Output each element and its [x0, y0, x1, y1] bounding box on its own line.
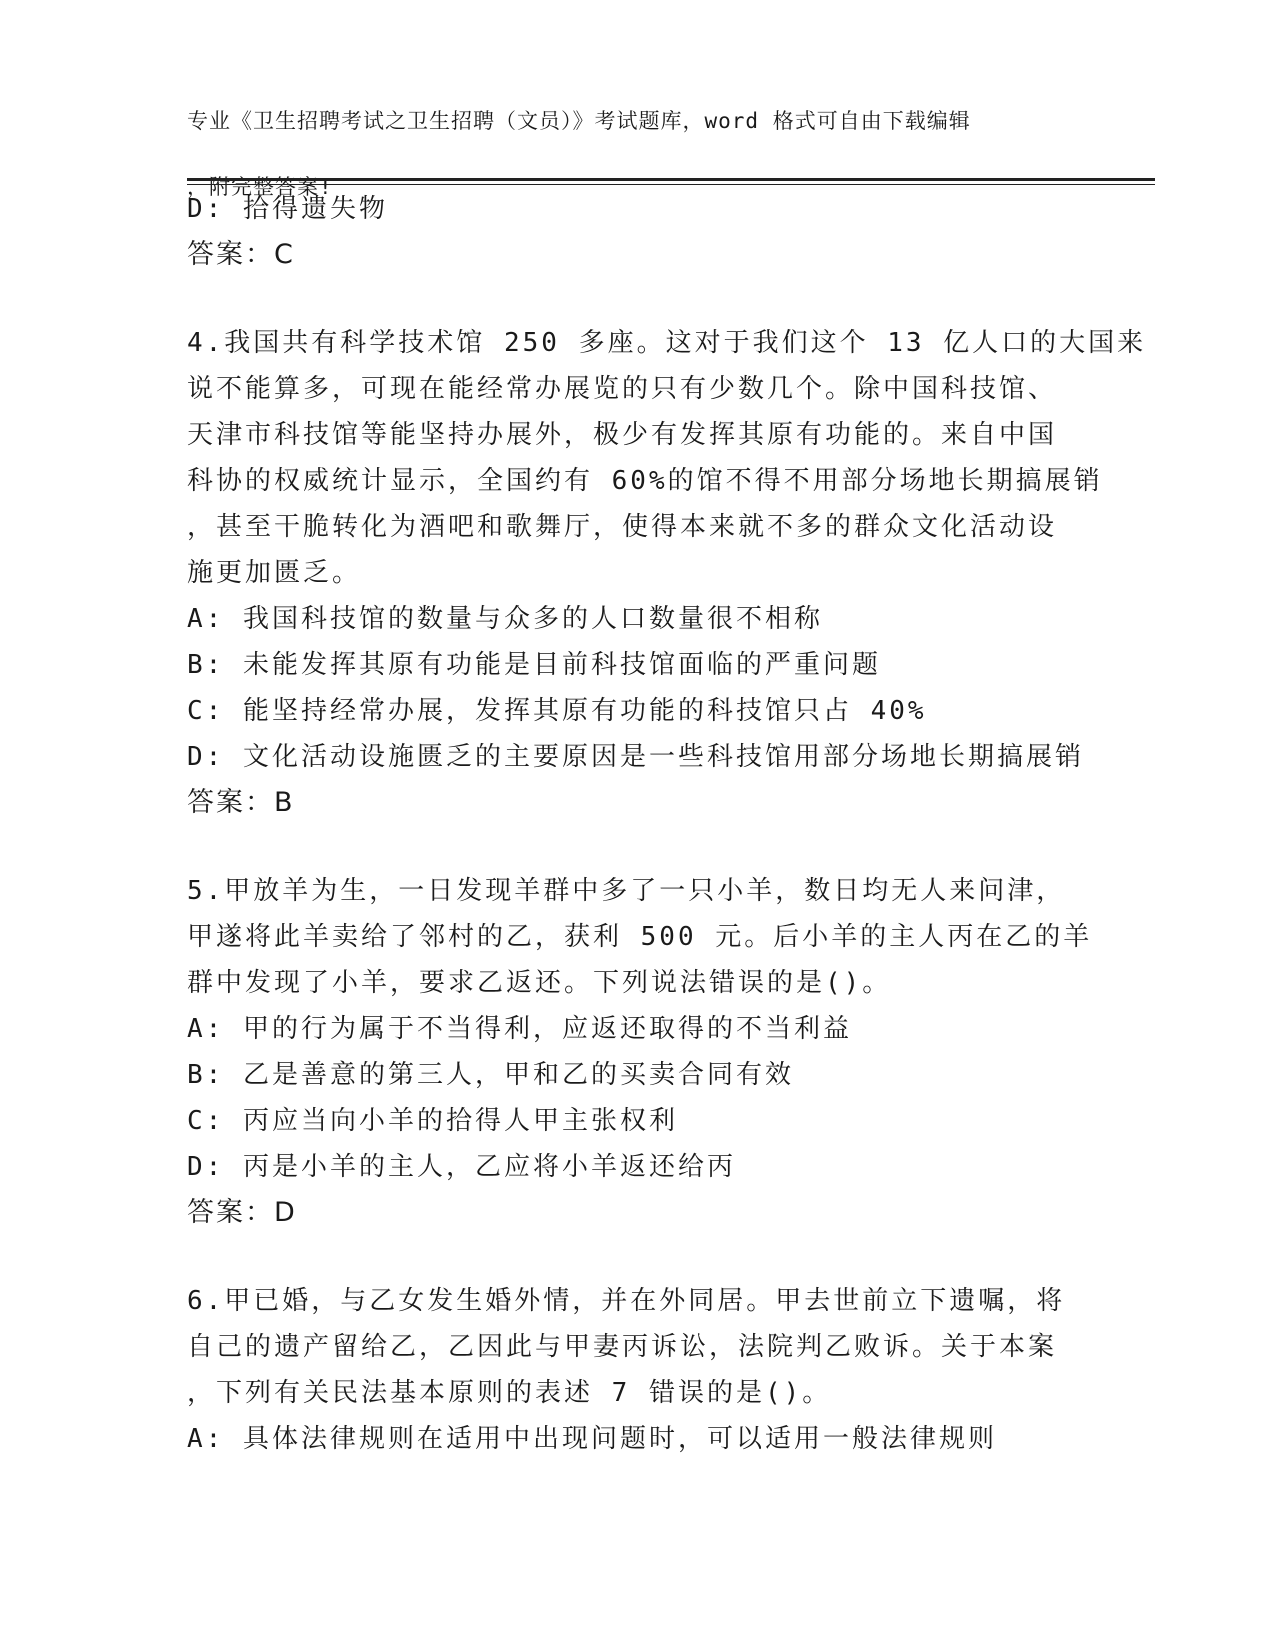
question-stem-line: 6.甲已婚，与乙女发生婚外情，并在外同居。甲去世前立下遗嘱，将 [187, 1286, 1066, 1316]
option-a: A: 甲的行为属于不当得利，应返还取得的不当利益 [187, 1014, 852, 1044]
question-stem-line: 天津市科技馆等能坚持办展外，极少有发挥其原有功能的。来自中国 [187, 420, 1058, 450]
question-6 [187, 1278, 1087, 1462]
option-a: A: 具体法律规则在适用中出现问题时，可以适用一般法律规则 [187, 1424, 997, 1454]
question-stem-line: 科协的权威统计显示，全国约有 60%的馆不得不用部分场地长期搞展销 [187, 466, 1103, 496]
question-stem-line: 5.甲放羊为生，一日发现羊群中多了一只小羊，数日均无人来问津， [187, 876, 1066, 906]
header-line-1: 专业《卫生招聘考试之卫生招聘（文员）》考试题库，word 格式可自由下载编辑 [187, 109, 971, 133]
option-d: D: 拾得遗失物 [187, 194, 388, 224]
question-stem-line: 说不能算多，可现在能经常办展览的只有少数几个。除中国科技馆、 [187, 374, 1058, 404]
header-rule-thin [187, 184, 1155, 185]
option-c: C: 丙应当向小羊的拾得人甲主张权利 [187, 1106, 678, 1136]
question-stem-line: ，甚至干脆转化为酒吧和歌舞厅，使得本来就不多的群众文化活动设 [187, 512, 1058, 542]
header-line-2: ，附完整答案! [187, 175, 333, 199]
question-stem-line: 4.我国共有科学技术馆 250 多座。这对于我们这个 13 亿人口的大国来 [187, 328, 1147, 358]
option-b: B: 未能发挥其原有功能是目前科技馆面临的严重问题 [187, 650, 881, 680]
option-c: C: 能坚持经常办展，发挥其原有功能的科技馆只占 40% [187, 696, 927, 726]
question-stem-line: 自己的遗产留给乙，乙因此与甲妻丙诉讼，法院判乙败诉。关于本案 [187, 1332, 1058, 1362]
option-d: D: 丙是小羊的主人，乙应将小羊返还给丙 [187, 1152, 736, 1182]
question-stem-line: 群中发现了小羊，要求乙返还。下列说法错误的是()。 [187, 968, 892, 998]
option-d: D: 文化活动设施匮乏的主要原因是一些科技馆用部分场地长期搞展销 [187, 742, 1084, 772]
question-stem-line: 施更加匮乏。 [187, 558, 362, 588]
option-a: A: 我国科技馆的数量与众多的人口数量很不相称 [187, 604, 823, 634]
question-4 [187, 320, 1147, 826]
answer-line: 答案：C [187, 239, 295, 270]
question-5 [187, 868, 1093, 1236]
answer-line: 答案：B [187, 787, 295, 818]
answer-line: 答案：D [187, 1197, 297, 1228]
option-b: B: 乙是善意的第三人，甲和乙的买卖合同有效 [187, 1060, 794, 1090]
question-stem-line: ，下列有关民法基本原则的表述 7 错误的是()。 [187, 1378, 832, 1408]
question-stem-line: 甲遂将此羊卖给了邻村的乙，获利 500 元。后小羊的主人丙在乙的羊 [187, 922, 1093, 952]
header-rule-thick [187, 178, 1155, 181]
question-content [187, 186, 1147, 1462]
